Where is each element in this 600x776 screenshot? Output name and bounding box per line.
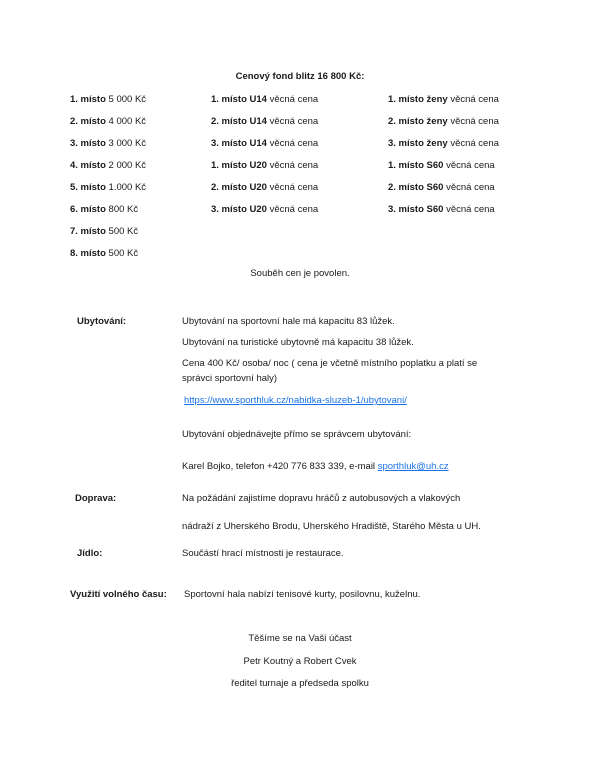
prize-row bbox=[70, 204, 138, 215]
prize-place: 2. místo bbox=[70, 116, 106, 127]
prize-value: věcná cena bbox=[446, 182, 495, 193]
prize-row bbox=[211, 160, 318, 171]
prize-value: 800 Kč bbox=[108, 204, 139, 215]
prize-value: věcná cena bbox=[269, 182, 319, 193]
prize-value: 3 000 Kč bbox=[108, 138, 147, 149]
prize-row bbox=[70, 116, 146, 127]
prize-value: 5 000 Kč bbox=[108, 94, 147, 105]
prize-row bbox=[388, 94, 499, 105]
prize-row bbox=[211, 204, 318, 215]
accommodation-email-link[interactable]: sporthluk@uh.cz bbox=[377, 461, 449, 472]
prize-value: 1.000 Kč bbox=[108, 182, 147, 193]
prize-row bbox=[211, 138, 318, 149]
prize-place: 6. místo bbox=[70, 204, 106, 215]
prize-value: 500 Kč bbox=[108, 248, 139, 259]
prize-row bbox=[211, 182, 318, 193]
prize-place: 2. místo U20 bbox=[211, 182, 267, 193]
accommodation-contact: Karel Bojko, telefon +420 776 833 339, e-mail bbox=[182, 461, 376, 472]
prize-place: 2. místo S60 bbox=[388, 182, 444, 193]
prize-value: věcná cena bbox=[269, 204, 319, 215]
leisure-text: Sportovní hala nabízí tenisové kurty, posilovnu, kuželnu. bbox=[184, 589, 421, 600]
food-text: Součástí hrací místnosti je restaurace. bbox=[182, 548, 344, 559]
prize-row bbox=[70, 182, 146, 193]
prize-row bbox=[388, 116, 499, 127]
prize-value: věcná cena bbox=[269, 138, 319, 149]
accommodation-booking: Ubytování objednávejte přímo se správcem ubytování: bbox=[182, 429, 412, 440]
prize-place: 7. místo bbox=[70, 226, 106, 237]
prize-row bbox=[70, 160, 146, 171]
prize-place: 1. místo S60 bbox=[388, 160, 444, 171]
prize-value: 4 000 Kč bbox=[108, 116, 147, 127]
transport-line-2: nádraží z Uherského Brodu, Uherského Hradiště, Starého Města u UH. bbox=[182, 521, 481, 532]
prize-place: 3. místo bbox=[70, 138, 106, 149]
prize-row bbox=[388, 182, 495, 193]
prize-place: 2. místo U14 bbox=[211, 116, 267, 127]
prize-row bbox=[388, 160, 495, 171]
prize-row bbox=[70, 138, 146, 149]
prize-row bbox=[211, 116, 318, 127]
prize-row bbox=[70, 248, 138, 259]
accommodation-price-line-2: správci sportovní haly) bbox=[182, 373, 278, 384]
closing-line-3: ředitel turnaje a předseda spolku bbox=[231, 678, 369, 689]
closing-line-2: Petr Koutný a Robert Cvek bbox=[243, 656, 357, 667]
prize-place: 3. místo U14 bbox=[211, 138, 267, 149]
prize-row bbox=[388, 138, 499, 149]
closing-line-1: Těšíme se na Vaši účast bbox=[248, 633, 352, 644]
prize-value: věcná cena bbox=[446, 204, 495, 215]
prize-value: věcná cena bbox=[450, 94, 499, 105]
accommodation-link[interactable]: https://www.sporthluk.cz/nabidka-sluzeb-1/ubytovani/ bbox=[184, 395, 407, 406]
prize-value: věcná cena bbox=[450, 138, 499, 149]
accommodation-line-1: Ubytování na sportovní hale má kapacitu 83 lůžek. bbox=[182, 316, 395, 327]
prize-place: 5. místo bbox=[70, 182, 106, 193]
accommodation-label: Ubytování: bbox=[77, 316, 127, 327]
prize-place: 1. místo U14 bbox=[211, 94, 267, 105]
prize-place: 2. místo ženy bbox=[388, 116, 448, 127]
prize-value: věcná cena bbox=[269, 160, 319, 171]
accommodation-contact-line bbox=[182, 461, 449, 472]
prize-value: věcná cena bbox=[446, 160, 495, 171]
prize-note: Souběh cen je povolen. bbox=[250, 268, 350, 279]
transport-line-1: Na požádání zajistíme dopravu hráčů z autobusových a vlakových bbox=[182, 493, 461, 504]
prize-row bbox=[211, 94, 318, 105]
food-label: Jídlo: bbox=[77, 548, 103, 559]
accommodation-price-line-1: Cena 400 Kč/ osoba/ noc ( cena je včetně místního poplatku a platí se bbox=[182, 358, 478, 369]
prize-value: věcná cena bbox=[269, 94, 319, 105]
prize-place: 3. místo S60 bbox=[388, 204, 444, 215]
prize-value: 500 Kč bbox=[108, 226, 139, 237]
prize-place: 8. místo bbox=[70, 248, 106, 259]
prize-place: 1. místo bbox=[70, 94, 106, 105]
prize-place: 1. místo ženy bbox=[388, 94, 448, 105]
leisure-label: Využití volného času: bbox=[70, 589, 167, 600]
prize-place: 3. místo U20 bbox=[211, 204, 267, 215]
prize-place: 4. místo bbox=[70, 160, 106, 171]
prize-row bbox=[70, 226, 138, 237]
prize-value: věcná cena bbox=[450, 116, 499, 127]
prize-fund-title: Cenový fond blitz 16 800 Kč: bbox=[235, 71, 365, 82]
prize-row bbox=[388, 204, 495, 215]
prize-row bbox=[70, 94, 146, 105]
prize-value: věcná cena bbox=[269, 116, 319, 127]
prize-value: 2 000 Kč bbox=[108, 160, 147, 171]
prize-place: 1. místo U20 bbox=[211, 160, 267, 171]
transport-label: Doprava: bbox=[75, 493, 117, 504]
prize-place: 3. místo ženy bbox=[388, 138, 448, 149]
accommodation-line-2: Ubytování na turistické ubytovně má kapacitu 38 lůžek. bbox=[182, 337, 414, 348]
